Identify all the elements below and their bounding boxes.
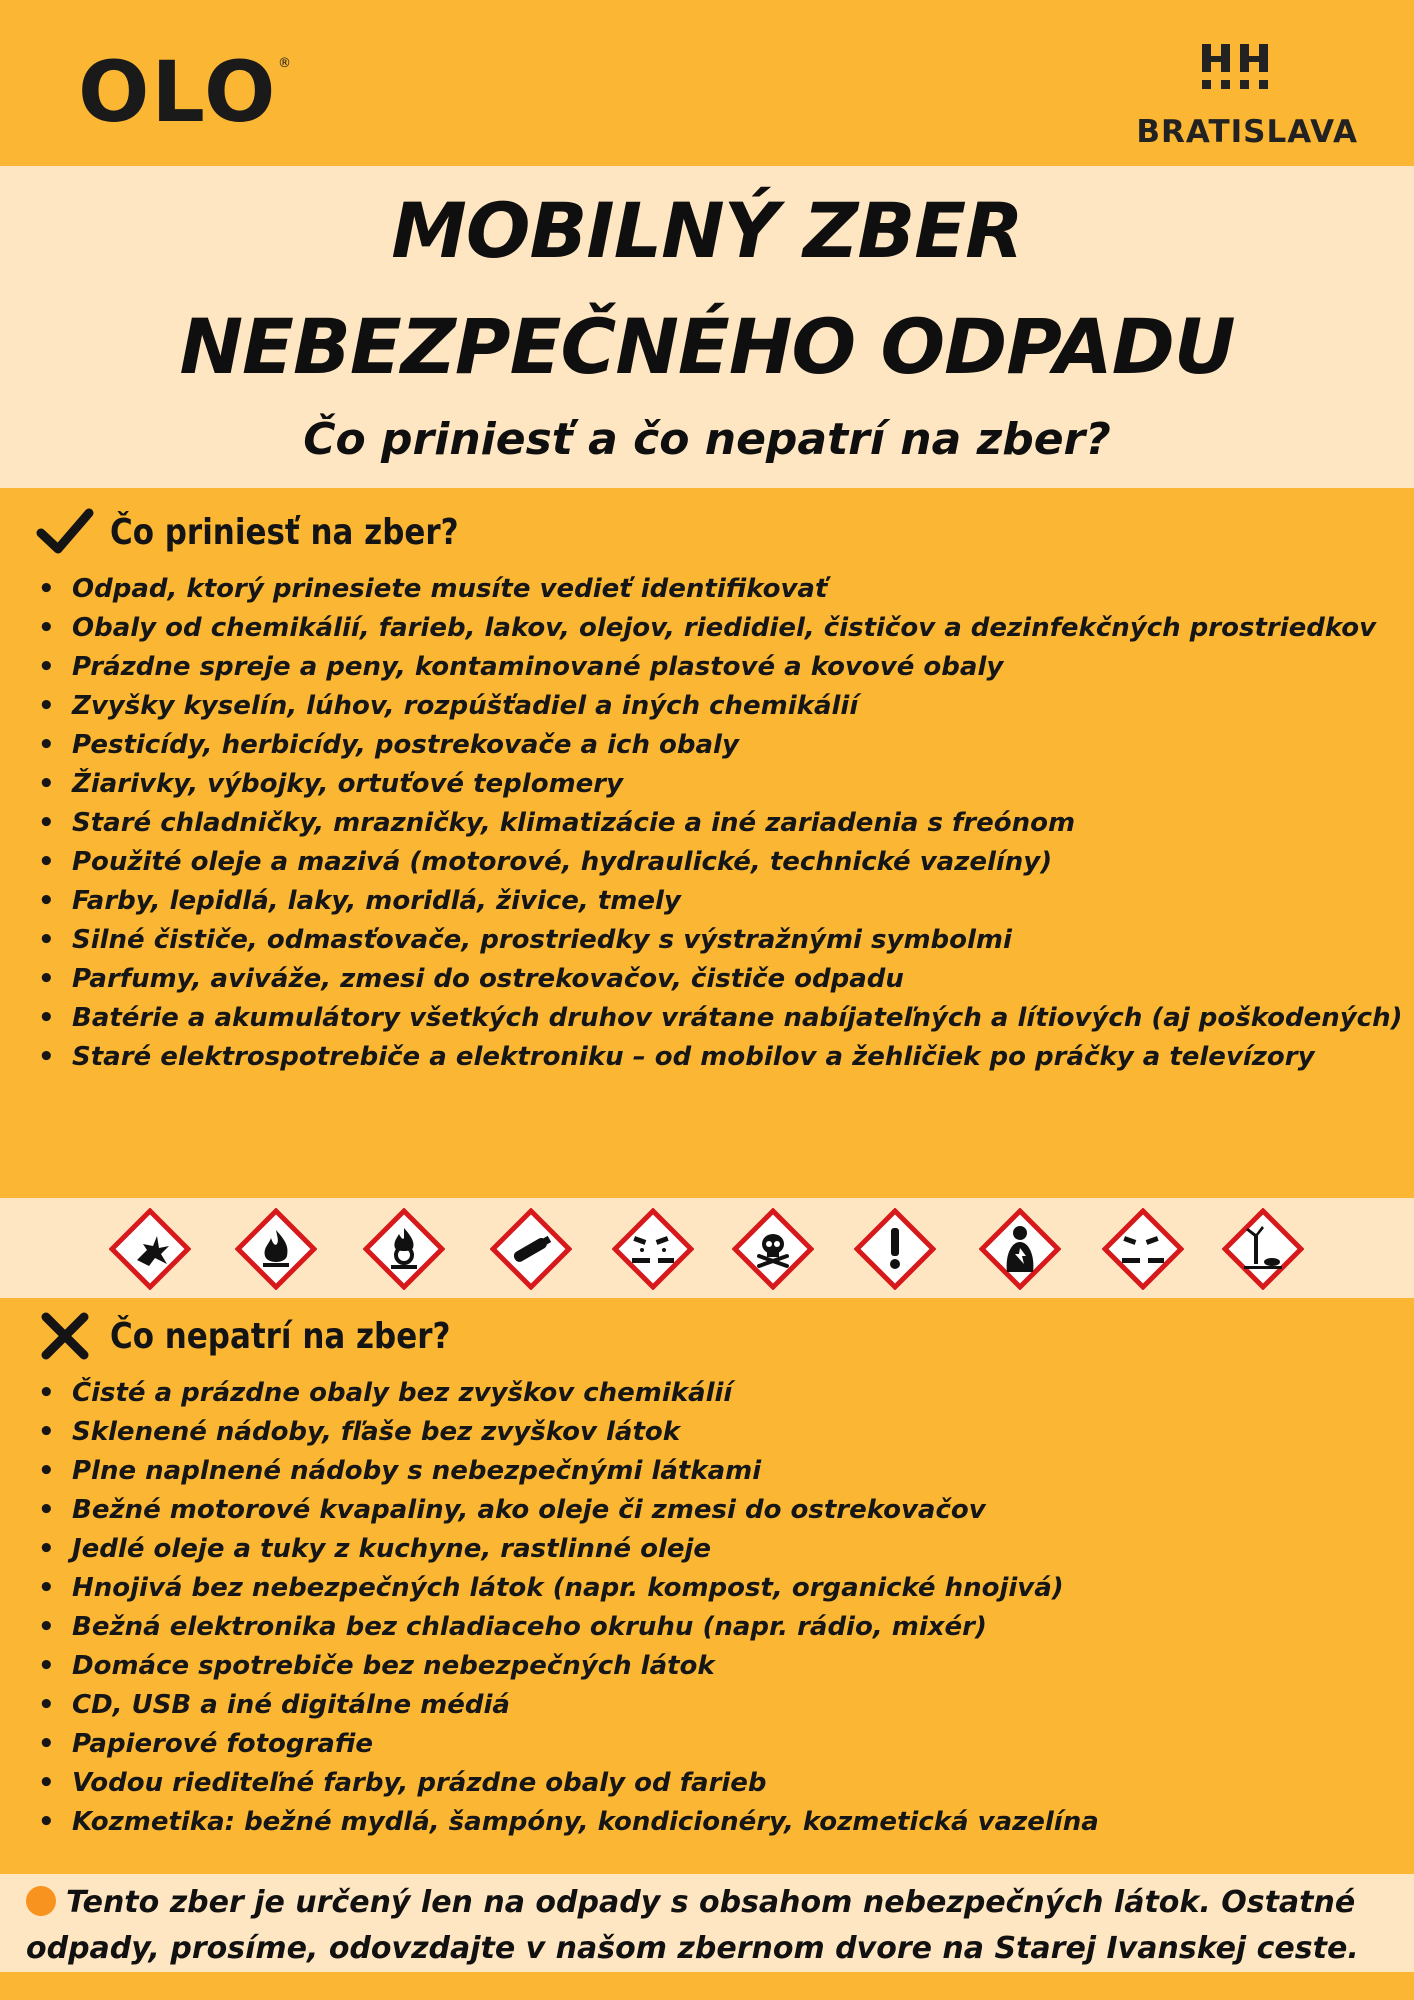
rejected-list-item: • Bežné motorové kvapaliny, ako oleje či zmesi do ostrekovačov	[38, 1491, 1099, 1530]
rejected-list-item: • Hnojivá bez nebezpečných látok (napr. kompost, organické hnojivá)	[38, 1569, 1099, 1608]
footer-note-band	[0, 1874, 1414, 1972]
rejected-list-item: • Jedlé oleje a tuky z kuchyne, rastlinné oleje	[38, 1530, 1099, 1569]
title-band	[0, 166, 1414, 488]
accepted-list-item: • Zvyšky kyselín, lúhov, rozpúšťadiel a iných chemikálií	[38, 687, 1402, 726]
oxidizing-icon	[363, 1208, 445, 1290]
accepted-list-item: • Batérie a akumulátory všetkých druhov vrátane nabíjateľných a lítiových (aj poškodených)	[38, 999, 1402, 1038]
header	[0, 0, 1414, 166]
bratislava-wordmark: BRATISLAVA	[1136, 114, 1358, 150]
accepted-list	[38, 570, 1402, 1077]
bratislava-logo	[1118, 40, 1358, 150]
skull-crossbones-icon	[732, 1208, 814, 1290]
page-subtitle: Čo priniesť a čo nepatrí na zber?	[303, 414, 1111, 465]
rejected-list-item: • Vodou riediteľné farby, prázdne obaly od farieb	[38, 1764, 1099, 1803]
health-hazard-icon	[979, 1208, 1061, 1290]
bratislava-mark-icon	[1202, 44, 1268, 96]
accepted-list-item: • Staré elektrospotrebiče a elektroniku – od mobilov a žehličiek po práčky a televízory	[38, 1038, 1402, 1077]
rejected-list-item: • Kozmetika: bežné mydlá, šampóny, kondicionéry, kozmetická vazelína	[38, 1803, 1099, 1842]
olo-logo: OLO	[78, 43, 278, 141]
rejected-list-item: • Plne naplnené nádoby s nebezpečnými látkami	[38, 1452, 1099, 1491]
rejected-list-item: • Sklenené nádoby, fľaše bez zvyškov látok	[38, 1413, 1099, 1452]
rejected-heading	[36, 1306, 506, 1366]
accepted-list-item: • Staré chladničky, mrazničky, klimatizácie a iné zariadenia s freónom	[38, 804, 1402, 843]
accepted-list-item: • Prázdne spreje a peny, kontaminované plastové a kovové obaly	[38, 648, 1402, 687]
cross-icon	[36, 1307, 94, 1365]
corrosive-icon	[1102, 1208, 1184, 1290]
rejected-list-item: • Domáce spotrebiče bez nebezpečných látok	[38, 1647, 1099, 1686]
rejected-list-item: • CD, USB a iné digitálne médiá	[38, 1686, 1099, 1725]
check-icon	[36, 503, 94, 561]
registered-mark: ®	[278, 56, 291, 71]
rejected-list-item: • Bežná elektronika bez chladiaceho okruhu (napr. rádio, mixér)	[38, 1608, 1099, 1647]
accepted-list-item: • Použité oleje a mazivá (motorové, hydraulické, technické vazelíny)	[38, 843, 1402, 882]
corrosive-icon	[612, 1208, 694, 1290]
accepted-list-item: • Pesticídy, herbicídy, postrekovače a ich obaly	[38, 726, 1402, 765]
orange-dot-icon	[26, 1886, 56, 1916]
footer-note-text: Tento zber je určený len na odpady s obsahom nebezpečných látok. Ostatné odpady, prosíme, odovzdajte v našom zbernom dvore na Starej Ivanskej ceste.	[26, 1885, 1359, 1966]
rejected-list-item: • Papierové fotografie	[38, 1725, 1099, 1764]
rejected-list-item: • Čisté a prázdne obaly bez zvyškov chemikálií	[38, 1374, 1099, 1413]
page-title-line1: MOBILNÝ ZBER	[391, 186, 1023, 275]
exclamation-icon	[854, 1208, 936, 1290]
rejected-list	[38, 1374, 1099, 1842]
explosive-icon	[109, 1208, 191, 1290]
flammable-icon	[235, 1208, 317, 1290]
accepted-list-item: • Farby, lepidlá, laky, moridlá, živice, tmely	[38, 882, 1402, 921]
hazard-symbols-band	[0, 1198, 1414, 1298]
accepted-list-item: • Žiarivky, výbojky, ortuťové teplomery	[38, 765, 1402, 804]
accepted-list-item: • Silné čističe, odmasťovače, prostriedky s výstražnými symbolmi	[38, 921, 1402, 960]
footer-note	[26, 1880, 1396, 1972]
gas-cylinder-icon	[490, 1208, 572, 1290]
accepted-heading	[36, 502, 515, 562]
accepted-heading-label: Čo priniesť na zber?	[110, 511, 459, 553]
rejected-heading-label: Čo nepatrí na zber?	[110, 1315, 451, 1357]
accepted-list-item: • Obaly od chemikálií, farieb, lakov, olejov, riedidiel, čističov a dezinfekčných prostriedkov	[38, 609, 1402, 648]
accepted-list-item: • Odpad, ktorý prinesiete musíte vedieť identifikovať	[38, 570, 1402, 609]
environment-icon	[1222, 1208, 1304, 1290]
accepted-list-item: • Parfumy, aviváže, zmesi do ostrekovačov, čističe odpadu	[38, 960, 1402, 999]
page-title-line2: NEBEZPEČNÉHO ODPADU	[179, 302, 1235, 391]
